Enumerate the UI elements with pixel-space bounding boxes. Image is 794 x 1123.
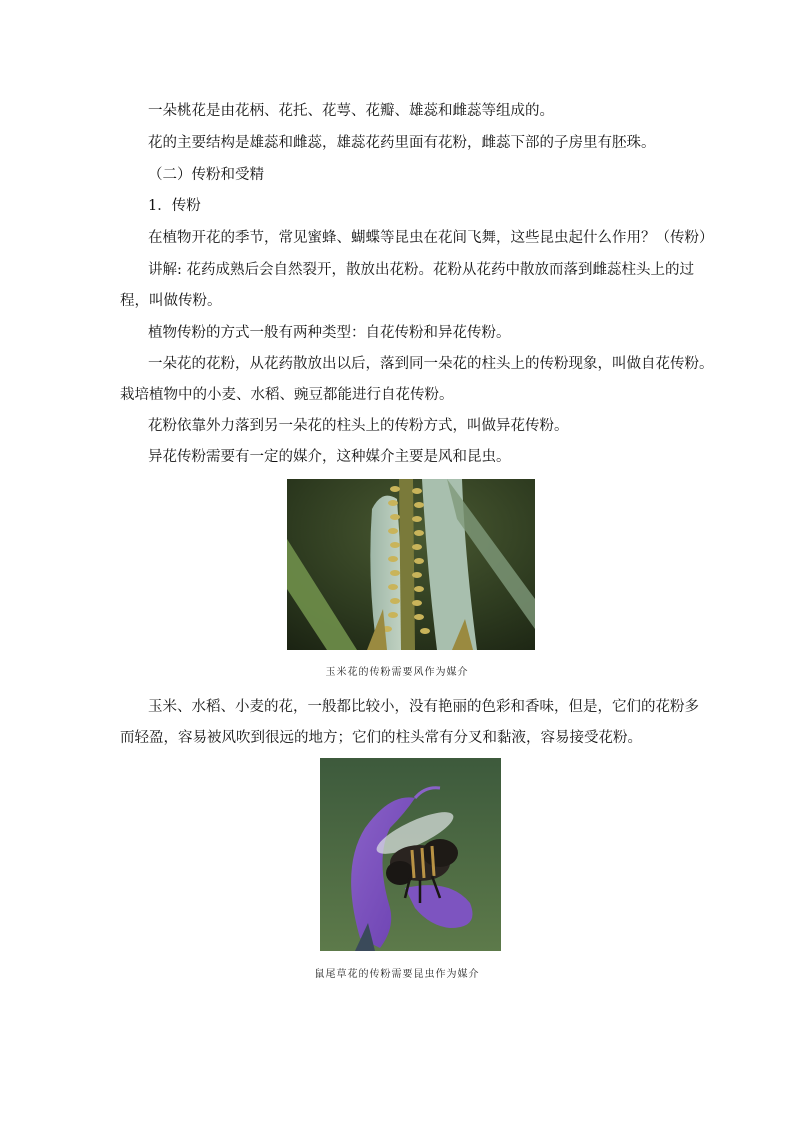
paragraph-explanation-line2: 程，叫做传粉。 xyxy=(120,293,222,309)
paragraph-explanation-line1: 讲解: 花药成熟后会自然裂开，散放出花粉。花粉从花药中散放而落到雌蕊柱头上的过 xyxy=(148,262,694,278)
section-heading-pollination-fertilization: （二）传粉和受精 xyxy=(148,167,264,183)
paragraph-main-structure: 花的主要结构是雄蕊和雌蕊，雄蕊花药里面有花粉，雌蕊下部的子房里有胚珠。 xyxy=(148,135,656,151)
paragraph-cross-pollination: 花粉依靠外力落到另一朵花的柱头上的传粉方式，叫做异花传粉。 xyxy=(148,418,569,434)
sage-bee-photo xyxy=(320,758,501,951)
subsection-heading-pollination: 1．传粉 xyxy=(148,198,201,214)
paragraph-self-pollination-line2: 栽培植物中的小麦、水稻、豌豆都能进行自花传粉。 xyxy=(120,387,454,403)
paragraph-pollination-types: 植物传粉的方式一般有两种类型：自花传粉和异花传粉。 xyxy=(148,325,511,341)
paragraph-peach-flower: 一朵桃花是由花柄、花托、花萼、花瓣、雄蕊和雌蕊等组成的。 xyxy=(148,103,554,119)
paragraph-wind-pollinated-line2: 而轻盈，容易被风吹到很远的地方；它们的柱头常有分叉和黏液，容易接受花粉。 xyxy=(120,730,642,746)
paragraph-question-insects: 在植物开花的季节，常见蜜蜂、蝴蝶等昆虫在花间飞舞，这些昆虫起什么作用？（传粉） xyxy=(148,230,714,246)
paragraph-wind-pollinated-line1: 玉米、水稻、小麦的花，一般都比较小，没有艳丽的色彩和香味，但是，它们的花粉多 xyxy=(148,699,699,715)
corn-tassel-photo xyxy=(287,479,535,650)
paragraph-pollination-media: 异花传粉需要有一定的媒介，这种媒介主要是风和昆虫。 xyxy=(148,449,511,465)
paragraph-self-pollination-line1: 一朵花的花粉，从花药散放出以后，落到同一朵花的柱头上的传粉现象，叫做自花传粉。 xyxy=(148,356,714,372)
sage-photo-caption: 鼠尾草花的传粉需要昆虫作为媒介 xyxy=(314,969,480,980)
corn-photo-caption: 玉米花的传粉需要风作为媒介 xyxy=(325,667,469,678)
